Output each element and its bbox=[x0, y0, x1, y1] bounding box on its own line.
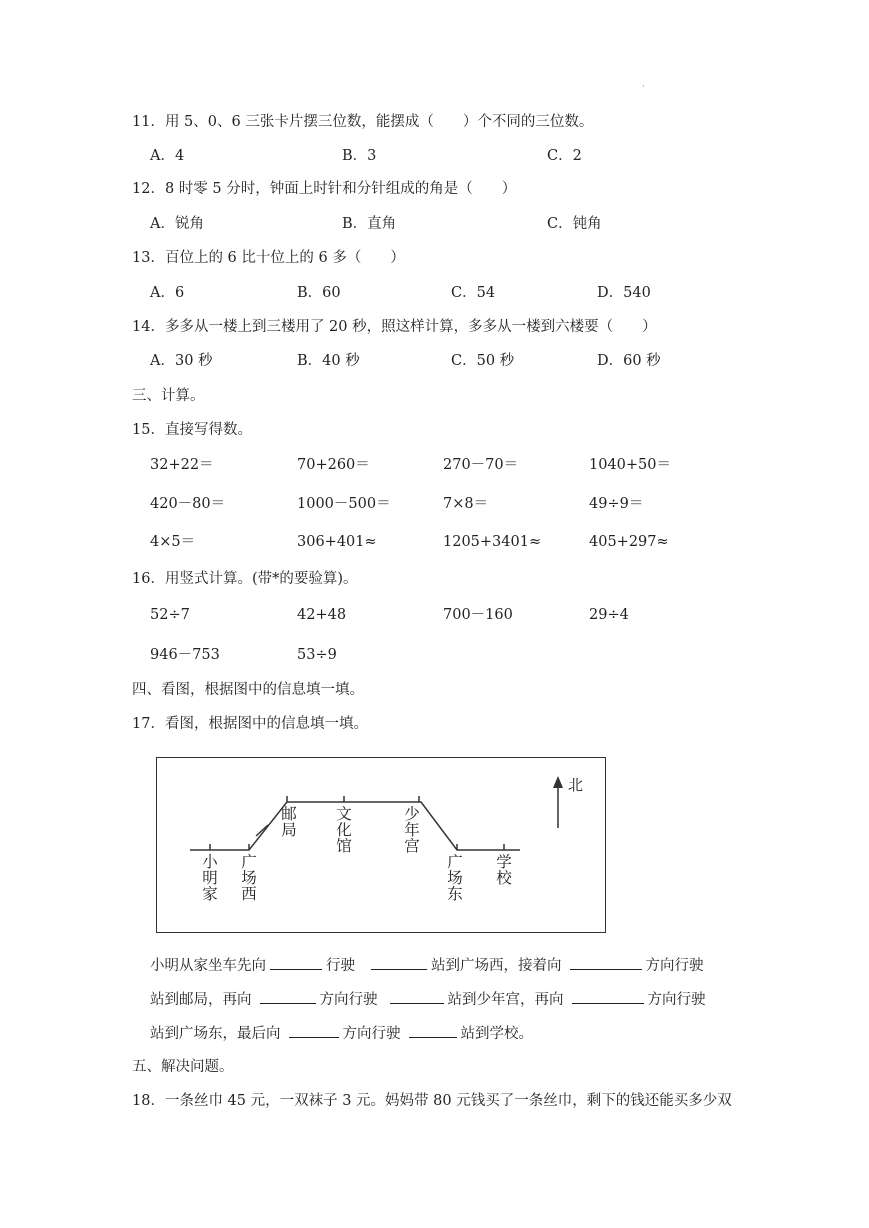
stop-culture-center: 文化馆 bbox=[336, 805, 352, 855]
question-11-stem: 11．用 5、0、6 三张卡片摆三位数，能摆成（ ）个不同的三位数。 bbox=[132, 114, 594, 130]
question-18-stem: 18．一条丝巾 45 元，一双袜子 3 元。妈妈带 80 元钱买了一条丝巾，剩下的钱还能买多少双 bbox=[132, 1093, 732, 1109]
q14-option-a: A．30 秒 bbox=[150, 353, 213, 369]
q15-item: 1205+3401≈ bbox=[443, 534, 542, 550]
q16-item: 53÷9 bbox=[297, 647, 337, 663]
q14-option-b: B．40 秒 bbox=[297, 353, 360, 369]
question-16-stem: 16．用竖式计算。(带*的要验算)。 bbox=[132, 571, 358, 587]
answer-blank[interactable] bbox=[570, 955, 642, 970]
fill-text: 站到学校。 bbox=[460, 1026, 533, 1042]
section-5-heading: 五、解决问题。 bbox=[132, 1059, 234, 1075]
q16-item: 29÷4 bbox=[589, 607, 629, 623]
answer-blank[interactable] bbox=[371, 955, 427, 970]
q15-item: 1000－500＝ bbox=[297, 496, 391, 512]
answer-blank[interactable] bbox=[390, 989, 444, 1004]
fill-text: 行驶 bbox=[326, 958, 355, 974]
q15-item: 32+22＝ bbox=[150, 457, 214, 473]
q16-item: 946－753 bbox=[150, 647, 220, 663]
stop-post-office: 邮局 bbox=[281, 805, 297, 839]
answer-blank[interactable] bbox=[572, 989, 644, 1004]
section-3-heading: 三、计算。 bbox=[132, 388, 205, 404]
q17-fill-line-2 bbox=[150, 989, 706, 1009]
stop-xiaoming-home: 小明家 bbox=[202, 853, 218, 903]
stop-plaza-east: 广场东 bbox=[447, 853, 463, 903]
question-13-stem: 13．百位上的 6 比十位上的 6 多（ ） bbox=[132, 250, 405, 266]
q15-item: 70+260＝ bbox=[297, 457, 370, 473]
fill-text: 站到广场东，最后向 bbox=[150, 1026, 281, 1042]
fill-text: 方向行驶 bbox=[645, 958, 704, 974]
route-map bbox=[156, 757, 606, 933]
stop-plaza-west: 广场西 bbox=[241, 853, 257, 903]
q13-option-d: D．540 bbox=[597, 285, 651, 301]
fill-text: 方向行驶 bbox=[647, 992, 706, 1008]
q11-option-b: B．3 bbox=[342, 148, 377, 164]
q15-item: 7×8＝ bbox=[443, 496, 489, 512]
q15-item: 4×5＝ bbox=[150, 534, 196, 550]
fill-text: 方向行驶 bbox=[342, 1026, 401, 1042]
q15-item: 1040+50＝ bbox=[589, 457, 672, 473]
q16-item: 42+48 bbox=[297, 607, 347, 623]
q13-option-b: B．60 bbox=[297, 285, 341, 301]
fill-text: 站到广场西，接着向 bbox=[431, 958, 562, 974]
q13-option-a: A．6 bbox=[150, 285, 185, 301]
answer-blank[interactable] bbox=[289, 1023, 339, 1038]
q14-option-c: C．50 秒 bbox=[451, 353, 515, 369]
q15-item: 270－70＝ bbox=[443, 457, 519, 473]
question-14-stem: 14．多多从一楼上到三楼用了 20 秒，照这样计算，多多从一楼到六楼要（ ） bbox=[132, 319, 657, 335]
q12-option-c: C．钝角 bbox=[547, 216, 602, 232]
question-12-stem: 12．8 时零 5 分时，钟面上时针和分针组成的角是（ ） bbox=[132, 181, 517, 197]
question-15-stem: 15．直接写得数。 bbox=[132, 422, 252, 438]
q12-option-a: A．锐角 bbox=[150, 216, 204, 232]
q14-option-d: D．60 秒 bbox=[597, 353, 661, 369]
q17-fill-line-3 bbox=[150, 1023, 533, 1043]
stop-school: 学校 bbox=[496, 853, 512, 887]
q16-item: 52÷7 bbox=[150, 607, 190, 623]
q15-item: 49÷9＝ bbox=[589, 496, 644, 512]
q13-option-c: C．54 bbox=[451, 285, 496, 301]
route-lines bbox=[157, 758, 607, 934]
corner-mark: · bbox=[642, 82, 645, 91]
q17-fill-line-1 bbox=[150, 955, 704, 975]
fill-text: 站到少年宫，再向 bbox=[447, 992, 564, 1008]
answer-blank[interactable] bbox=[260, 989, 316, 1004]
question-17-stem: 17．看图，根据图中的信息填一填。 bbox=[132, 716, 368, 732]
q12-option-b: B．直角 bbox=[342, 216, 397, 232]
section-4-heading: 四、看图，根据图中的信息填一填。 bbox=[132, 682, 364, 698]
fill-text: 站到邮局，再向 bbox=[150, 992, 252, 1008]
stop-youth-palace: 少年宫 bbox=[404, 805, 420, 855]
q15-item: 306+401≈ bbox=[297, 534, 377, 550]
north-label: 北 bbox=[568, 776, 584, 794]
q16-item: 700－160 bbox=[443, 607, 513, 623]
q15-item: 405+297≈ bbox=[589, 534, 669, 550]
answer-blank[interactable] bbox=[409, 1023, 457, 1038]
fill-text: 方向行驶 bbox=[319, 992, 378, 1008]
q11-option-a: A．4 bbox=[150, 148, 185, 164]
answer-blank[interactable] bbox=[270, 955, 322, 970]
fill-text: 小明从家坐车先向 bbox=[150, 958, 266, 974]
q11-option-c: C．2 bbox=[547, 148, 582, 164]
q15-item: 420－80＝ bbox=[150, 496, 226, 512]
